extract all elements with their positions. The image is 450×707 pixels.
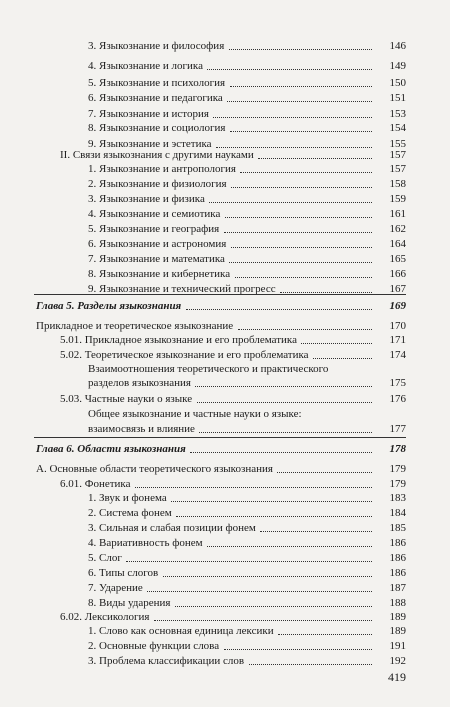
toc-entry — [88, 423, 406, 436]
toc-entry-page: 176 — [389, 393, 406, 405]
toc-entry-page: 167 — [389, 283, 406, 295]
toc-entry-page: 186 — [389, 537, 406, 549]
toc-entry — [88, 108, 406, 121]
toc-entry-title: 1. Звук и фонема — [88, 492, 167, 504]
toc-entry-page: 184 — [389, 507, 406, 519]
toc-entry-title: Взаимоотношения теоретического и практического — [88, 363, 329, 375]
toc-entry-page: 150 — [389, 77, 406, 89]
toc-entry — [88, 640, 406, 653]
toc-entry-page: 157 — [389, 149, 406, 161]
toc-entry-page: 165 — [389, 253, 406, 265]
toc-entry-title: взаимосвязь и влияние — [88, 423, 195, 435]
toc-entry — [88, 582, 406, 595]
toc-entry — [60, 349, 406, 362]
toc-entry-title: 5.03. Частные науки о языке — [60, 393, 193, 405]
toc-entry-title: 6.02. Лексикология — [60, 611, 150, 623]
toc-entry — [88, 377, 406, 390]
toc-leader-dots — [277, 472, 372, 473]
toc-entry-page: 169 — [389, 300, 406, 312]
toc-entry-page: 179 — [389, 478, 406, 490]
toc-entry-title: 9. Языкознание и технический прогресс — [88, 283, 276, 295]
toc-entry-page: 158 — [389, 178, 406, 190]
toc-entry-page: 161 — [389, 208, 406, 220]
toc-leader-dots — [135, 487, 372, 488]
toc-entry — [88, 655, 406, 668]
toc-entry-title: 6. Типы слогов — [88, 567, 159, 579]
toc-entry — [88, 163, 406, 176]
toc-leader-dots — [301, 343, 372, 344]
toc-entry-title: 3. Сильная и слабая позиции фонем — [88, 522, 256, 534]
toc-leader-dots — [171, 501, 372, 502]
toc-entry — [88, 223, 406, 236]
toc-entry-title: 8. Виды ударения — [88, 597, 171, 609]
section-divider — [34, 437, 406, 438]
toc-entry-title: Глава 6. Области языкознания — [36, 443, 186, 455]
toc-entry-title: 9. Языкознание и эстетика — [88, 138, 212, 150]
toc-entry — [88, 363, 406, 376]
toc-entry-page: 162 — [389, 223, 406, 235]
toc-leader-dots — [235, 277, 372, 278]
toc-entry-title: 6. Языкознание и педагогика — [88, 92, 223, 104]
toc-entry-page: 153 — [389, 108, 406, 120]
toc-entry — [36, 320, 406, 333]
toc-entry — [88, 77, 406, 90]
toc-entry-title: 3. Проблема классификации слов — [88, 655, 245, 667]
toc-entry-title: 2. Языкознание и физиология — [88, 178, 227, 190]
toc-leader-dots — [190, 452, 372, 453]
toc-entry-title: 3. Языкознание и физика — [88, 193, 205, 205]
toc-entry-page: 154 — [389, 122, 406, 134]
toc-leader-dots — [258, 158, 372, 159]
toc-entry-page: 179 — [389, 463, 406, 475]
toc-entry — [88, 537, 406, 550]
toc-entry — [88, 552, 406, 565]
toc-entry-title: 5.01. Прикладное языкознание и его проблематика — [60, 334, 297, 346]
toc-entry-title: Прикладное и теоретическое языкознание — [36, 320, 234, 332]
toc-leader-dots — [186, 309, 372, 310]
toc-leader-dots — [260, 531, 372, 532]
toc-entry-title: 5. Языкознание и психология — [88, 77, 226, 89]
toc-entry — [88, 567, 406, 580]
toc-leader-dots — [313, 358, 372, 359]
toc-entry-page: 192 — [389, 655, 406, 667]
toc-leader-dots — [213, 117, 372, 118]
toc-entry — [88, 238, 406, 251]
page-number: 419 — [388, 670, 406, 684]
toc-leader-dots — [278, 634, 372, 635]
toc-leader-dots — [238, 329, 372, 330]
toc-entry-page: 186 — [389, 567, 406, 579]
toc-leader-dots — [249, 664, 372, 665]
toc-entry-title: 8. Языкознание и кибернетика — [88, 268, 231, 280]
toc-entry-page: 186 — [389, 552, 406, 564]
toc-entry — [88, 492, 406, 505]
toc-entry-page: 175 — [389, 377, 406, 389]
toc-entry — [88, 408, 406, 421]
toc-leader-dots — [209, 202, 372, 203]
toc-entry-title: II. Связи языкознания с другими науками — [60, 149, 254, 161]
toc-entry-page: 164 — [389, 238, 406, 250]
toc-leader-dots — [216, 147, 372, 148]
toc-leader-dots — [225, 217, 372, 218]
toc-entry-page: 166 — [389, 268, 406, 280]
toc-leader-dots — [147, 591, 372, 592]
toc-entry — [60, 393, 406, 406]
toc-entry-page: 191 — [389, 640, 406, 652]
toc-entry — [60, 334, 406, 347]
toc-entry-page: 157 — [389, 163, 406, 175]
toc-entry — [88, 178, 406, 191]
toc-entry-title: 1. Языкознание и антропология — [88, 163, 236, 175]
toc-leader-dots — [207, 546, 372, 547]
toc-entry — [88, 625, 406, 638]
toc-entry-page: 185 — [389, 522, 406, 534]
toc-leader-dots — [199, 432, 372, 433]
toc-entry-page: 183 — [389, 492, 406, 504]
toc-entry-title: 6. Языкознание и астрономия — [88, 238, 227, 250]
toc-entry-page: 178 — [389, 443, 406, 455]
toc-entry-page: 159 — [389, 193, 406, 205]
toc-leader-dots — [240, 172, 372, 173]
toc-leader-dots — [207, 69, 372, 70]
toc-entry — [88, 268, 406, 281]
toc-entry — [60, 149, 406, 162]
toc-entry — [36, 463, 406, 476]
toc-entry — [88, 60, 406, 73]
toc-entry — [60, 478, 406, 491]
toc-leader-dots — [126, 561, 372, 562]
toc-entry — [88, 193, 406, 206]
toc-entry-title: Глава 5. Разделы языкознания — [36, 300, 182, 312]
toc-entry-title: 7. Языкознание и история — [88, 108, 209, 120]
toc-entry-title: 4. Языкознание и логика — [88, 60, 203, 72]
toc-leader-dots — [229, 49, 372, 50]
toc-entry — [88, 522, 406, 535]
toc-entry-page: 149 — [389, 60, 406, 72]
toc-entry-title: Общее языкознание и частные науки о языке: — [88, 408, 302, 420]
toc-leader-dots — [195, 386, 372, 387]
toc-entry-title: 7. Языкознание и математика — [88, 253, 225, 265]
toc-entry-page: 151 — [389, 92, 406, 104]
toc-entry-title: 5.02. Теоретическое языкознание и его проблематика — [60, 349, 309, 361]
toc-entry-page: 171 — [389, 334, 406, 346]
toc-leader-dots — [224, 232, 372, 233]
toc-entry-title: разделов языкознания — [88, 377, 191, 389]
toc-leader-dots — [176, 516, 372, 517]
toc-entry — [88, 507, 406, 520]
toc-entry-page: 188 — [389, 597, 406, 609]
toc-entry-title: 3. Языкознание и философия — [88, 40, 225, 52]
toc-entry-page: 189 — [389, 611, 406, 623]
toc-entry — [88, 40, 406, 53]
toc-entry-title: 2. Основные функции слова — [88, 640, 220, 652]
toc-entry-page: 170 — [389, 320, 406, 332]
toc-entry — [88, 597, 406, 610]
toc-entry — [88, 208, 406, 221]
toc-entry — [88, 253, 406, 266]
toc-entry-title: 2. Система фонем — [88, 507, 172, 519]
toc-entry-title: 8. Языкознание и социология — [88, 122, 226, 134]
toc-leader-dots — [231, 247, 372, 248]
toc-entry — [88, 92, 406, 105]
toc-leader-dots — [229, 262, 372, 263]
toc-entry — [60, 611, 406, 624]
toc-leader-dots — [197, 402, 372, 403]
toc-entry-title: 5. Слог — [88, 552, 122, 564]
toc-leader-dots — [230, 86, 372, 87]
toc-leader-dots — [231, 187, 372, 188]
toc-leader-dots — [280, 292, 372, 293]
toc-entry-title: А. Основные области теоретического языкознания — [36, 463, 273, 475]
toc-entry-page: 146 — [389, 40, 406, 52]
toc-entry-page: 177 — [389, 423, 406, 435]
toc-leader-dots — [224, 649, 372, 650]
toc-entry-page: 155 — [389, 138, 406, 150]
toc-entry-title: 5. Языкознание и география — [88, 223, 220, 235]
toc-entry-page: 174 — [389, 349, 406, 361]
toc-entry-page: 187 — [389, 582, 406, 594]
section-divider — [34, 294, 406, 295]
toc-entry-page: 189 — [389, 625, 406, 637]
toc-leader-dots — [230, 131, 372, 132]
toc-leader-dots — [154, 620, 372, 621]
toc-leader-dots — [227, 101, 372, 102]
toc-leader-dots — [175, 606, 372, 607]
toc-entry — [36, 300, 406, 313]
toc-entry-title: 7. Ударение — [88, 582, 143, 594]
toc-entry-title: 4. Вариативность фонем — [88, 537, 203, 549]
toc-leader-dots — [163, 576, 372, 577]
toc-entry-title: 4. Языкознание и семиотика — [88, 208, 221, 220]
toc-entry — [36, 443, 406, 456]
toc-entry-title: 1. Слово как основная единица лексики — [88, 625, 274, 637]
toc-entry-title: 6.01. Фонетика — [60, 478, 131, 490]
toc-entry — [88, 122, 406, 135]
